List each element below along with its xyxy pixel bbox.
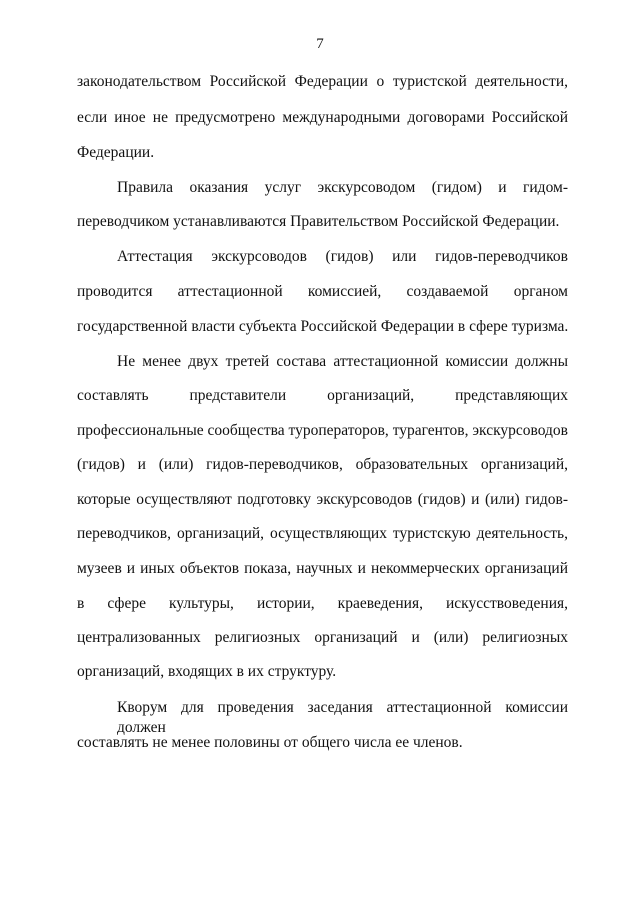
text-line: Федерации. [77,144,155,161]
text-line: проводится аттестационной комиссией, создаваемой органом [77,283,568,300]
text-line: Кворум для проведения заседания аттестационной комиссии должен [117,699,568,736]
text-line: централизованных религиозных организаций и (или) религиозных [77,629,568,646]
text-line: профессиональные сообщества туроператоров, турагентов, экскурсоводов [77,422,568,439]
text-line: Аттестация экскурсоводов (гидов) или гидов-переводчиков [117,248,568,265]
text-line: переводчиков, организаций, осуществляющих туристскую деятельность, [77,525,568,542]
text-line: составлять представители организаций, представляющих [77,387,568,404]
text-line: музеев и иных объектов показа, научных и некоммерческих организаций [77,560,568,577]
text-line: если иное не предусмотрено международными договорами Российской [77,109,568,126]
text-line: законодательством Российской Федерации о туристской деятельности, [77,73,568,90]
text-line: Не менее двух третей состава аттестационной комиссии должны [117,353,568,370]
text-line: переводчиком устанавливаются Правительством Российской Федерации. [77,213,560,230]
text-line: в сфере культуры, истории, краеведения, искусствоведения, [77,595,568,612]
text-line: которые осуществляют подготовку экскурсоводов (гидов) и (или) гидов- [77,491,568,508]
text-line: организаций, входящих в их структуру. [77,663,337,680]
page-number: 7 [316,36,324,52]
text-line: государственной власти субъекта Российской Федерации в сфере туризма. [77,318,569,335]
text-line: Правила оказания услуг экскурсоводом (гидом) и гидом- [117,179,568,196]
text-line: составлять не менее половины от общего числа ее членов. [77,734,463,751]
text-line: (гидов) и (или) гидов-переводчиков, образовательных организаций, [77,456,568,473]
